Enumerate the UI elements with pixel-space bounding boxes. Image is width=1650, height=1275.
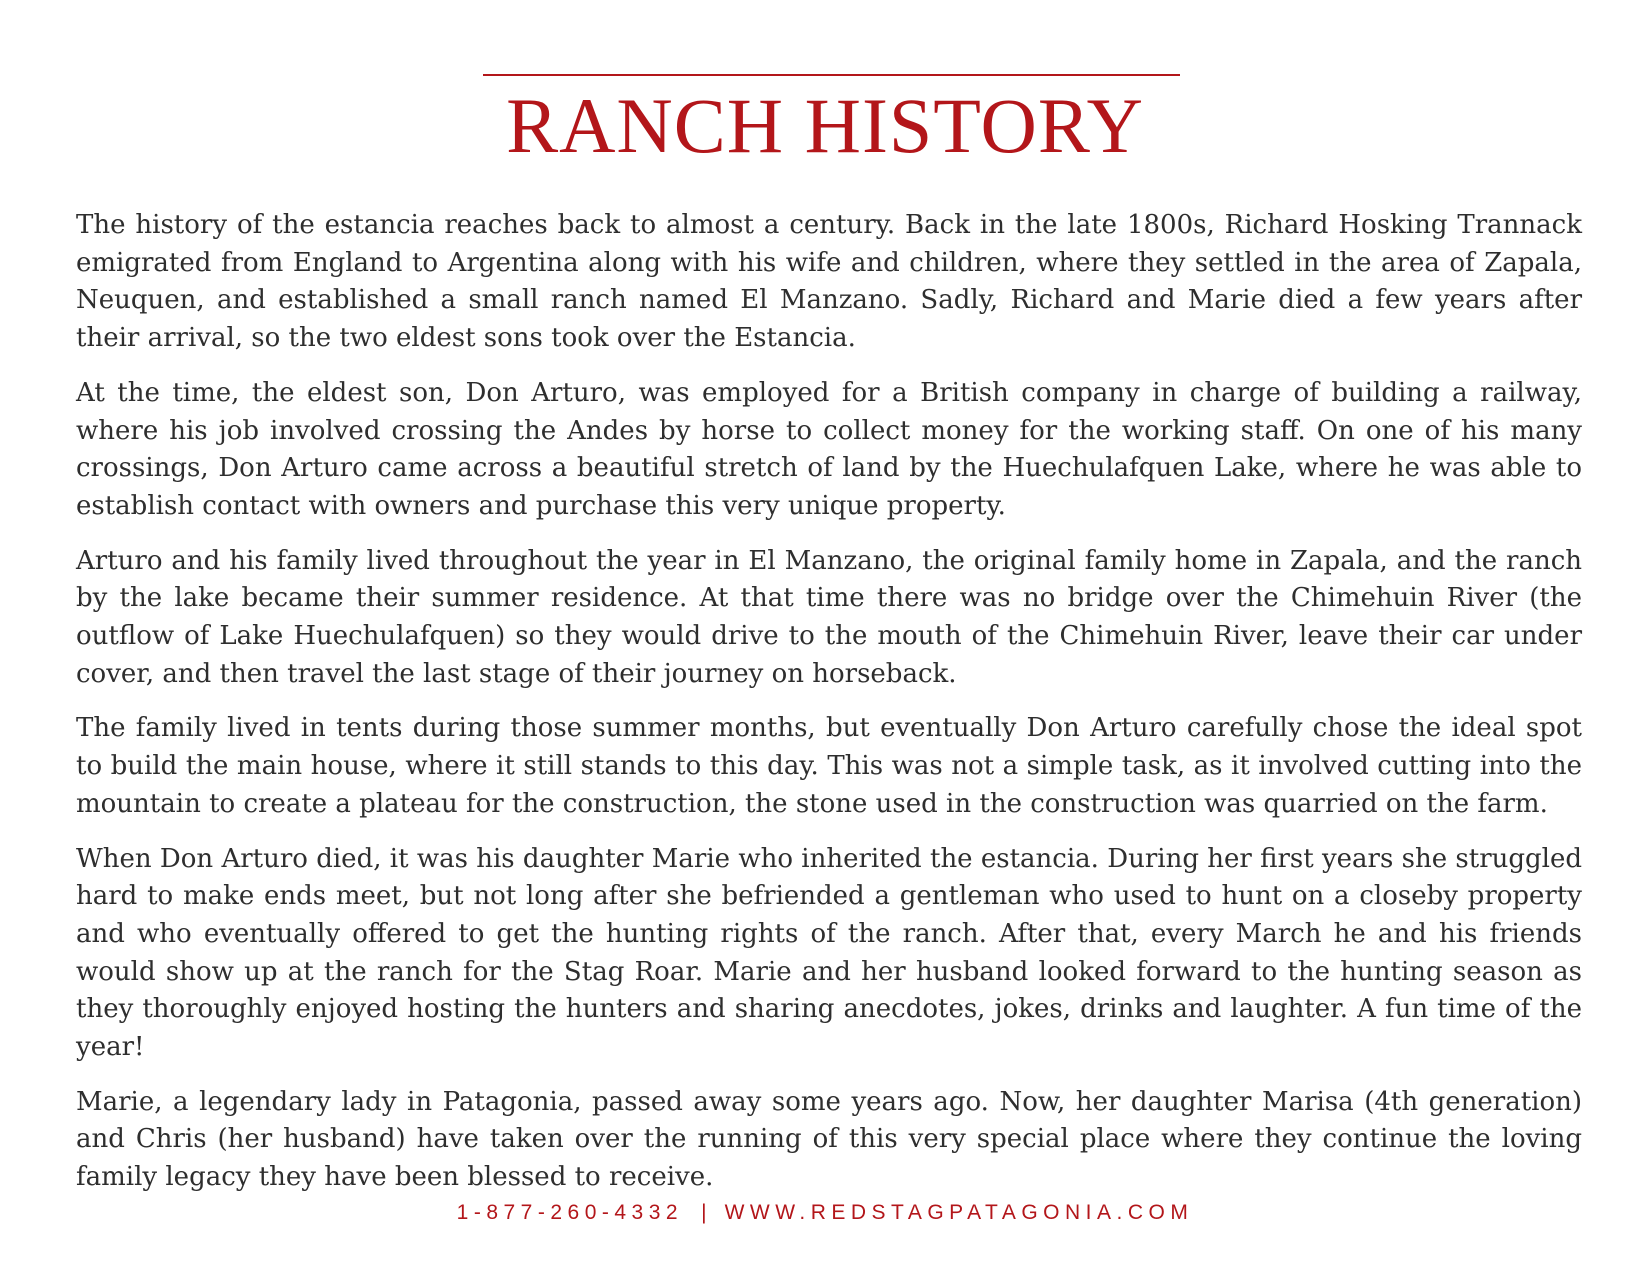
history-paragraph-6: Marie, a legendary lady in Patagonia, passed away some years ago. Now, her daughter Marisa (4th generation) and Chris (her husband) have taken over the running of this very special place where they continue the loving family legacy they have been blessed to receive.: [76, 1086, 1582, 1193]
footer-contact: [0, 1198, 1650, 1228]
footer-separator: |: [701, 1201, 707, 1224]
history-paragraph-2: At the time, the eldest son, Don Arturo, was employed for a British company in charge of building a railway, where his job involved crossing the Andes by horse to collect money for the working staff. On one of his many crossings, Don Arturo came across a beautiful stretch of land by the Huechulafquen Lake, where he was able to establish contact with owners and purchase this very unique property.: [76, 377, 1582, 521]
history-paragraph-5: When Don Arturo died, it was his daughter Marie who inherited the estancia. During her first years she struggled hard to make ends meet, but not long after she befriended a gentleman who used to hunt on a closeby property and who eventually offered to get the hunting rights of the ranch. After that, every March he and his friends would show up at the ranch for the Stag Roar. Marie and her husband looked forward to the hunting season as they thoroughly enjoyed hosting the hunters and sharing anecdotes, jokes, drinks and laughter. A fun time of the year!: [76, 843, 1582, 1063]
footer-phone: 1-877-260-4332: [456, 1201, 684, 1224]
history-paragraph-3: Arturo and his family lived throughout the year in El Manzano, the original family home in Zapala, and the ranch by the lake became their summer residence. At that time there was no bridge over the Chimehuin River (the outflow of Lake Huechulafquen) so they would drive to the mouth of the Chimehuin River, leave their car under cover, and then travel the last stage of their journey on horseback.: [76, 545, 1582, 689]
history-body: [76, 207, 1582, 1214]
page-title: RANCH HISTORY: [506, 82, 1144, 169]
history-paragraph-4: The family lived in tents during those summer months, but eventually Don Arturo carefully chose the ideal spot to build the main house, where it still stands to this day. This was not a simple task, as it involved cutting into the mountain to create a plateau for the construction, the stone used in the construction was quarried on the farm.: [76, 713, 1582, 819]
footer-website[interactable]: WWW.REDSTAGPATAGONIA.COM: [724, 1201, 1194, 1224]
title-rule: [483, 74, 1180, 76]
history-paragraph-1: The history of the estancia reaches back to almost a century. Back in the late 1800s, Richard Hosking Trannack emigrated from England to Argentina along with his wife and children, where they settled in the area of Zapala, Neuquen, and established a small ranch named El Manzano. Sadly, Richard and Marie died a few years after their arrival, so the two eldest sons took over the Estancia.: [76, 210, 1582, 354]
